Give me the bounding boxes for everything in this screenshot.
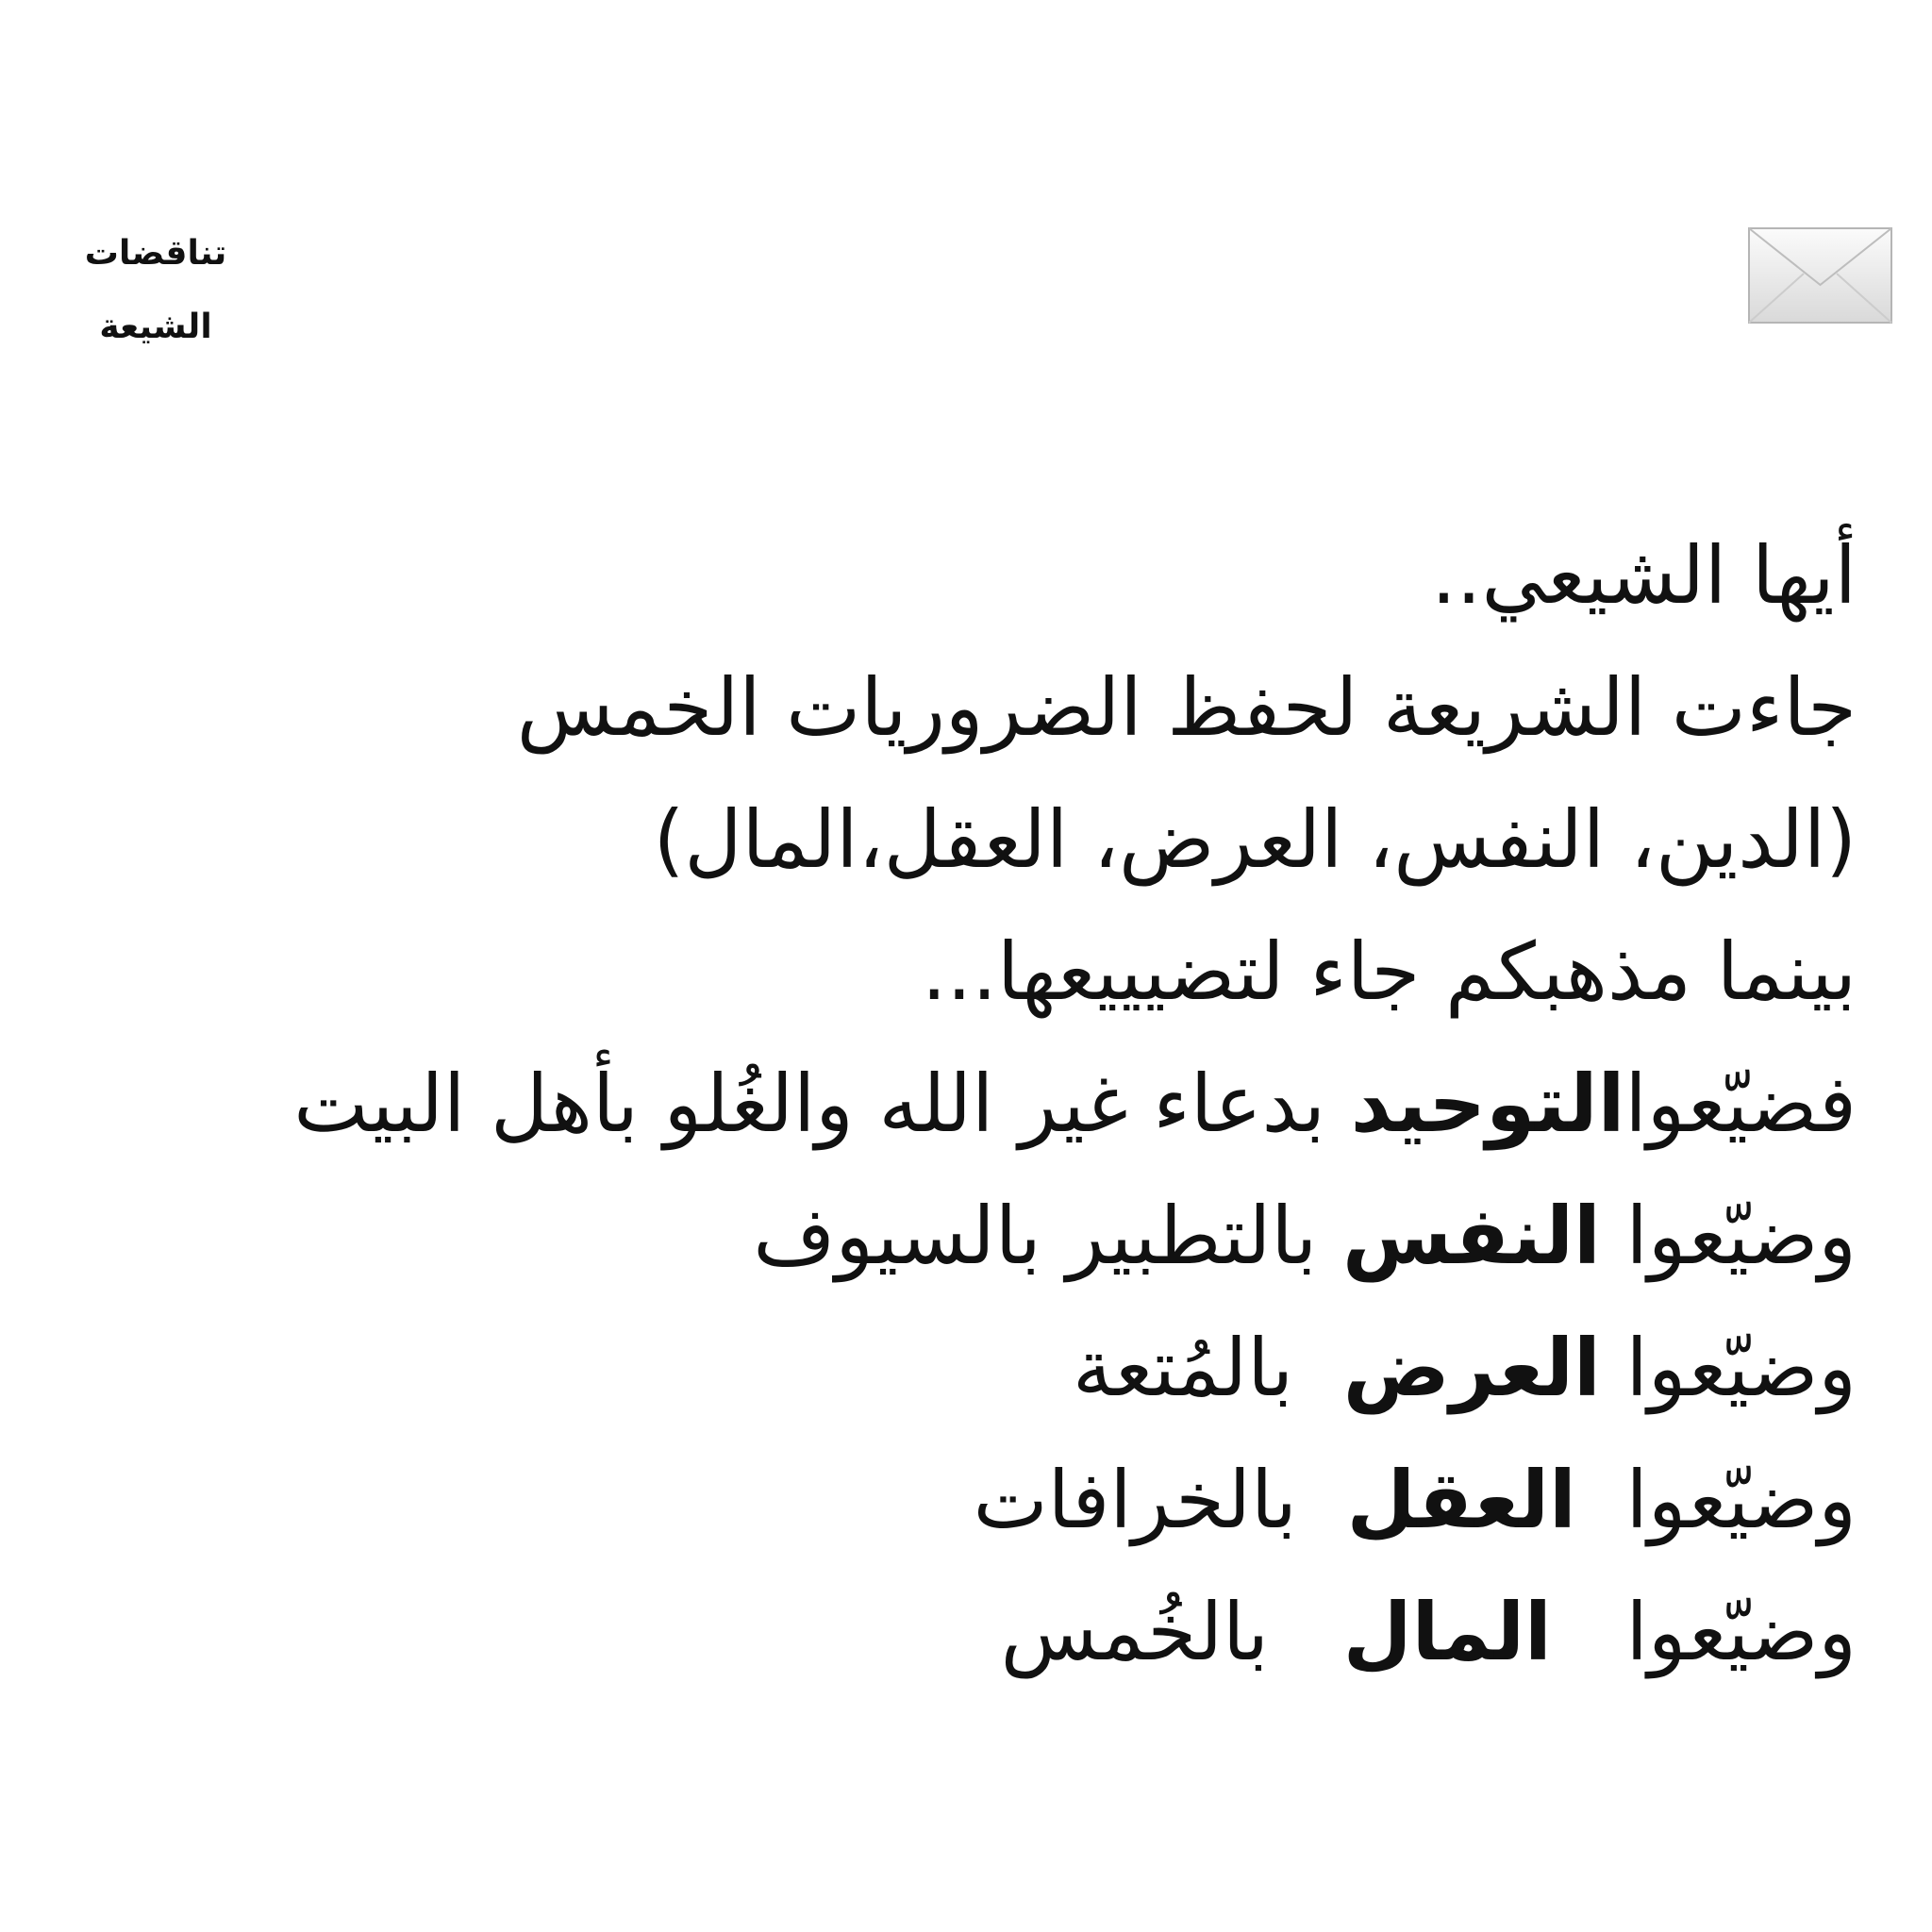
envelope-icon: [1747, 226, 1893, 326]
line6-verb: وضيّعوا: [1625, 1190, 1857, 1282]
message-line-8: [36, 1434, 1857, 1566]
line9-rest: بالخُمس: [1000, 1586, 1270, 1678]
line7-rest: بالمُتعة: [1073, 1322, 1294, 1414]
header-title-line2: الشيعة: [99, 308, 212, 346]
line8-keyword: العقل: [1346, 1454, 1576, 1546]
line8-rest: بالخرافات: [973, 1454, 1297, 1546]
message-line-2: جاءت الشريعة لحفظ الضروريات الخمس: [516, 661, 1857, 754]
line7-keyword: العرض: [1342, 1322, 1601, 1414]
message-line-1: أيها الشيعي..: [1431, 529, 1857, 622]
line8-verb: وضيّعوا: [1625, 1454, 1857, 1546]
line5-verb: فضيّعوا: [1624, 1058, 1857, 1150]
line6-rest: بالتطبير بالسيوف: [753, 1190, 1318, 1282]
message-line-5: [36, 1038, 1857, 1170]
line6-keyword: النفس: [1341, 1190, 1601, 1282]
line9-verb: وضيّعوا: [1625, 1586, 1857, 1678]
message-line-6: [36, 1170, 1857, 1302]
header-title: [57, 217, 255, 364]
message-line-3: (الدين، النفس، العرض، العقل،المال): [653, 793, 1857, 886]
line5-rest: بدعاء غير الله والغُلو بأهل البيت: [293, 1058, 1326, 1150]
line9-keyword: المال: [1342, 1586, 1552, 1678]
header-title-line1: تناقضات: [84, 234, 227, 273]
message-line-9: [36, 1566, 1857, 1698]
message-body: [36, 509, 1857, 1698]
line5-keyword: التوحيد: [1350, 1058, 1625, 1150]
line7-verb: وضيّعوا: [1625, 1322, 1857, 1414]
message-line-7: [36, 1302, 1857, 1434]
message-line-4: بينما مذهبكم جاء لتضيييعها...: [921, 925, 1857, 1018]
